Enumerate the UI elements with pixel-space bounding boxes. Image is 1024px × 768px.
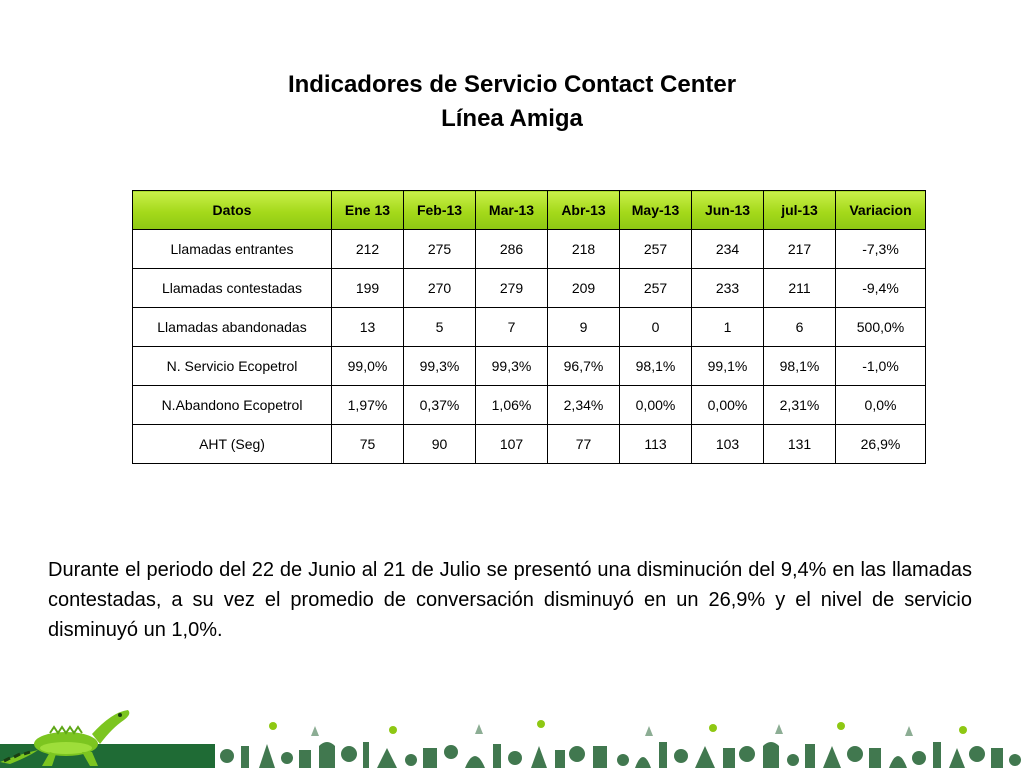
table-cell: 1,06% — [476, 386, 548, 425]
table-cell: 99,0% — [332, 347, 404, 386]
table-cell: 218 — [548, 230, 620, 269]
table-cell: 77 — [548, 425, 620, 464]
table-cell: 113 — [620, 425, 692, 464]
table-row — [133, 425, 926, 464]
header-cell: Feb-13 — [404, 191, 476, 230]
slide-title — [0, 68, 1024, 136]
table-cell: 279 — [476, 269, 548, 308]
table-cell: 257 — [620, 269, 692, 308]
table-cell: 270 — [404, 269, 476, 308]
header-cell: Abr-13 — [548, 191, 620, 230]
table-cell: 0,37% — [404, 386, 476, 425]
table-row — [133, 230, 926, 269]
table-cell: 90 — [404, 425, 476, 464]
header-cell: Datos — [133, 191, 332, 230]
table-cell: 233 — [692, 269, 764, 308]
table-cell: 131 — [764, 425, 836, 464]
header-cell: Variacion — [836, 191, 926, 230]
table-cell: 7 — [476, 308, 548, 347]
table-header-row — [133, 191, 926, 230]
indicators-table-container — [132, 190, 926, 464]
table-cell: 5 — [404, 308, 476, 347]
table-cell: Llamadas contestadas — [133, 269, 332, 308]
table-cell: 6 — [764, 308, 836, 347]
table-cell: 0,0% — [836, 386, 926, 425]
iguana-logo-icon — [0, 698, 140, 768]
table-cell: 99,1% — [692, 347, 764, 386]
table-cell: AHT (Seg) — [133, 425, 332, 464]
table-cell: 209 — [548, 269, 620, 308]
table-cell: 0 — [620, 308, 692, 347]
table-cell: -1,0% — [836, 347, 926, 386]
table-cell: Llamadas entrantes — [133, 230, 332, 269]
table-cell: 199 — [332, 269, 404, 308]
table-cell: 211 — [764, 269, 836, 308]
table-cell: 1 — [692, 308, 764, 347]
table-cell: 2,31% — [764, 386, 836, 425]
table-cell: 13 — [332, 308, 404, 347]
title-line-1: Indicadores de Servicio Contact Center — [287, 71, 737, 98]
table-cell: 286 — [476, 230, 548, 269]
header-cell: jul-13 — [764, 191, 836, 230]
table-cell: 96,7% — [548, 347, 620, 386]
table-cell: 75 — [332, 425, 404, 464]
table-cell: 212 — [332, 230, 404, 269]
title-line-2: Línea Amiga — [441, 105, 583, 132]
table-cell: 99,3% — [404, 347, 476, 386]
table-cell: -9,4% — [836, 269, 926, 308]
table-cell: 9 — [548, 308, 620, 347]
header-cell: Ene 13 — [332, 191, 404, 230]
table-cell: N. Servicio Ecopetrol — [133, 347, 332, 386]
table-cell: 103 — [692, 425, 764, 464]
table-cell: 275 — [404, 230, 476, 269]
table-cell: Llamadas abandonadas — [133, 308, 332, 347]
table-cell: 217 — [764, 230, 836, 269]
table-cell: 234 — [692, 230, 764, 269]
summary-paragraph: Durante el periodo del 22 de Junio al 21 de Julio se presentó una disminución del 9,4% en las llamadas contestadas, a su vez el promedio de conversación disminuyó en un 26,9% y el nivel de servicio disminuyó un 1,0%. — [48, 559, 972, 641]
table-row — [133, 347, 926, 386]
table-cell: 107 — [476, 425, 548, 464]
footer-pattern-icons — [215, 706, 1024, 768]
table-cell: 26,9% — [836, 425, 926, 464]
table-cell: 2,34% — [548, 386, 620, 425]
table-cell: 1,97% — [332, 386, 404, 425]
header-cell: May-13 — [620, 191, 692, 230]
table-cell: 0,00% — [692, 386, 764, 425]
table-cell: N.Abandono Ecopetrol — [133, 386, 332, 425]
table-cell: 98,1% — [620, 347, 692, 386]
header-cell: Jun-13 — [692, 191, 764, 230]
indicators-table — [132, 190, 926, 464]
footer-decoration — [0, 698, 1024, 768]
table-cell: 98,1% — [764, 347, 836, 386]
table-row — [133, 308, 926, 347]
table-cell: -7,3% — [836, 230, 926, 269]
table-cell: 0,00% — [620, 386, 692, 425]
table-cell: 500,0% — [836, 308, 926, 347]
table-row — [133, 386, 926, 425]
table-row — [133, 269, 926, 308]
table-cell: 99,3% — [476, 347, 548, 386]
table-cell: 257 — [620, 230, 692, 269]
header-cell: Mar-13 — [476, 191, 548, 230]
